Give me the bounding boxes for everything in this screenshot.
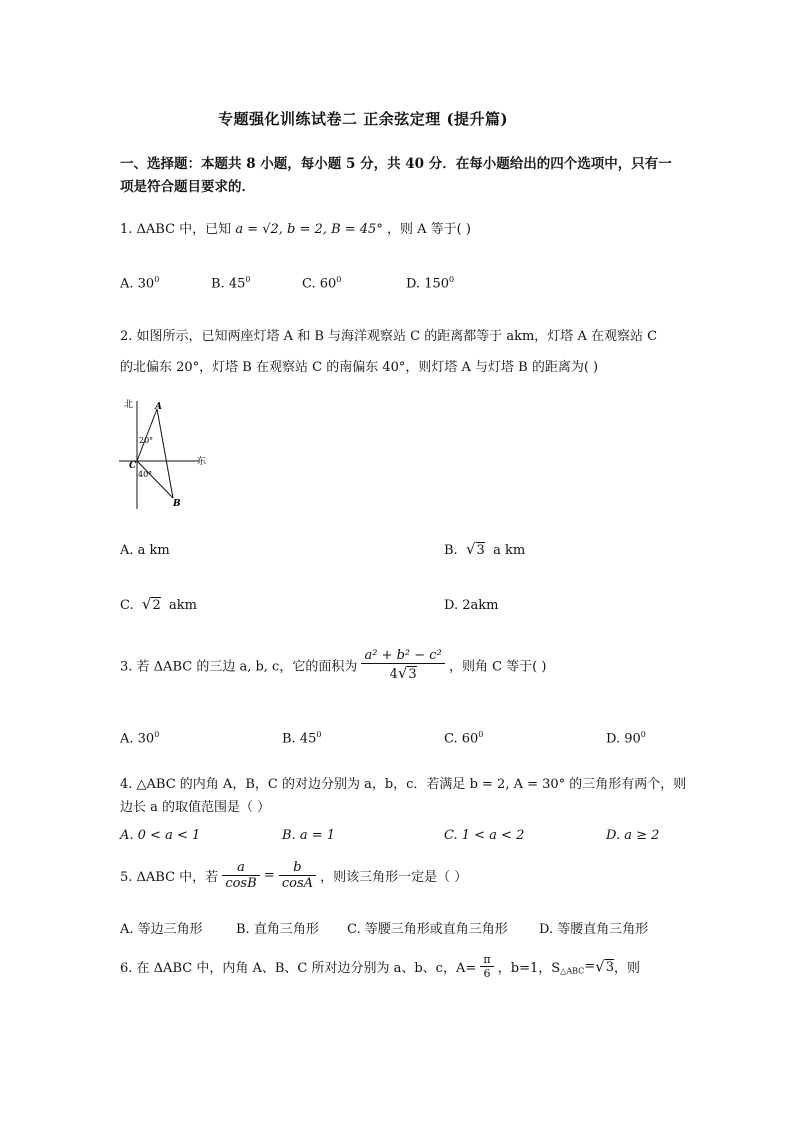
question-5-stem: 5. ΔABC 中，若 $\frac{a}{\cos B}$ = $\frac{b}{\cos A}$ ，则该三角形一定是（ ） <box>120 860 468 891</box>
point-a-label: A <box>155 402 162 412</box>
q3-option-b: B. $45^0$ <box>282 730 322 747</box>
q5-option-d: D. 等腰直角三角形 <box>539 922 649 937</box>
question-1-suffix: ，则 A 等于( ) <box>386 222 471 237</box>
q5-option-c: C. 等腰三角形或直角三角形 <box>347 922 508 937</box>
fraction-b-over-cosa: $\frac{b}{\cos A}$ <box>279 860 316 891</box>
area-fraction: $\frac{\text{a² + b² − c²}}{4√3}$ <box>361 648 444 682</box>
q1-option-b: B. $45^0$ <box>211 275 251 292</box>
north-label: 北 <box>123 400 133 410</box>
angle-20-label: 20° <box>139 436 154 445</box>
q2-option-d: D. 2akm <box>444 598 499 613</box>
fraction-pi-over-6: $\frac{\pi}{6}$ <box>480 953 493 980</box>
q2-option-a: A. a km <box>120 543 170 558</box>
angle-40-label: 40° <box>138 470 153 479</box>
page-title: 专题强化训练试卷二 正余弦定理 (提升篇) <box>218 110 509 128</box>
q3-option-a: A. $30^0$ <box>120 730 160 747</box>
question-6-stem: 6. 在 ΔABC 中，内角 A、B、C 所对边分别为 a、b、c，A= $\frac{\pi}{6}$ ，b=1，$S_{\triangle ABC}=√3$，则 <box>120 953 641 980</box>
q1-option-d: D. $150^0$ <box>406 275 455 292</box>
question-1-prefix: 1. ΔABC 中，已知 <box>120 222 232 237</box>
q5-option-b: B. 直角三角形 <box>236 922 319 937</box>
section-header-line1: 一、选择题：本题共 8 小题，每小题 5 分，共 40 分．在每小题给出的四个选项中，只有一 <box>120 156 672 172</box>
point-b-label: B <box>173 499 181 509</box>
q4-option-a: A. 0 < a < 1 <box>120 828 201 843</box>
question-4-line2: 边长 a 的取值范围是（ ） <box>120 800 271 815</box>
q2-option-b: B. √3 a km <box>444 540 526 558</box>
q4-option-b: B. a = 1 <box>282 828 335 843</box>
lighthouse-figure <box>115 395 215 515</box>
question-2-line1: 2. 如图所示，已知两座灯塔 A 和 B 与海洋观察站 C 的距离都等于 akm，灯塔 A 在观察站 C <box>120 329 658 344</box>
q4-option-c: C. 1 < a < 2 <box>444 828 525 843</box>
q5-option-a: A. 等边三角形 <box>120 922 203 937</box>
q1-option-a: A. $30^0$ <box>120 275 160 292</box>
east-label: 东 <box>197 457 207 467</box>
question-4-line1: 4. △ABC 的内角 A，B，C 的对边分别为 a，b，c．若满足 b = 2, A = 30° 的三角形有两个，则 <box>120 777 687 792</box>
question-2-line2: 的北偏东 20°，灯塔 B 在观察站 C 的南偏东 40°，则灯塔 A 与灯塔 B 的距离为( ) <box>120 360 599 375</box>
q3-option-c: C. $60^0$ <box>444 730 484 747</box>
question-1-math: a = √2, b = 2, B = 45° <box>235 222 383 237</box>
q1-option-c: C. $60^0$ <box>302 275 342 292</box>
question-1-stem <box>120 218 471 237</box>
section-header-line2: 项是符合题目要求的． <box>120 179 255 195</box>
fraction-a-over-cosb: $\frac{a}{\cos B}$ <box>222 860 259 891</box>
q4-option-d: D. a ≥ 2 <box>606 828 660 843</box>
question-3-stem: 3. 若 ΔABC 的三边 a, b, c，它的面积为 $\frac{\text{a² + b² − c²}}{4√3}$ ，则角 C 等于( ) <box>120 648 547 682</box>
q2-option-c: C. √2 akm <box>120 595 197 613</box>
point-c-label: C <box>129 461 137 471</box>
q3-option-d: D. $90^0$ <box>606 730 646 747</box>
